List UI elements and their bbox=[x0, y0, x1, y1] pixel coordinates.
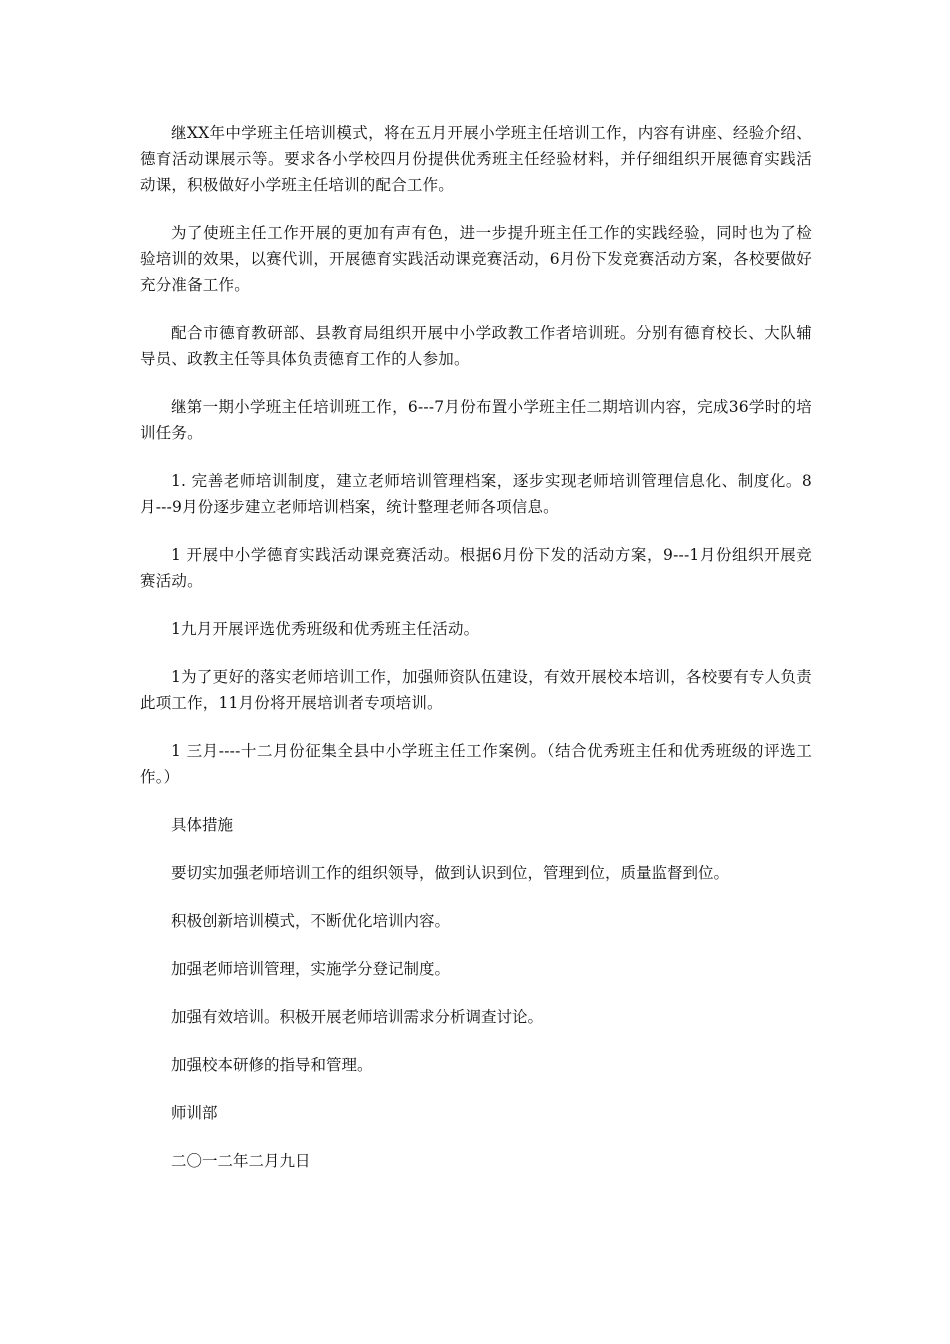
paragraph-5: 1. 完善老师培训制度，建立老师培训管理档案，逐步实现老师培训管理信息化、制度化。8月---9月份逐步建立老师培训档案，统计整理老师各项信息。 bbox=[140, 472, 812, 516]
paragraph-8: 1为了更好的落实老师培训工作，加强师资队伍建设，有效开展校本培训，各校要有专人负责此项工作，11月份将开展培训者专项培训。 bbox=[140, 668, 812, 712]
paragraph-1: 继XX年中学班主任培训模式，将在五月开展小学班主任培训工作，内容有讲座、经验介绍、德育活动课展示等。要求各小学校四月份提供优秀班主任经验材料，并仔细组织开展德育实践活动课，积极做好小学班主任培训的配合工作。 bbox=[140, 124, 812, 194]
document-date: 二〇一二年二月九日 bbox=[171, 1152, 311, 1170]
measure-item-3: 加强老师培训管理，实施学分登记制度。 bbox=[171, 960, 451, 978]
paragraph-2: 为了使班主任工作开展的更加有声有色，进一步提升班主任工作的实践经验，同时也为了检验培训的效果，以赛代训，开展德育实践活动课竞赛活动，6月份下发竞赛活动方案，各校要做好充分准备工作。 bbox=[140, 224, 812, 294]
paragraph-4: 继第一期小学班主任培训班工作，6---7月份布置小学班主任二期培训内容，完成36学时的培训任务。 bbox=[140, 398, 812, 442]
paragraph-7: 1九月开展评选优秀班级和优秀班主任活动。 bbox=[171, 620, 480, 638]
measure-item-1: 要切实加强老师培训工作的组织领导，做到认识到位，管理到位，质量监督到位。 bbox=[171, 864, 730, 882]
measures-heading: 具体措施 bbox=[171, 816, 234, 834]
document-body bbox=[140, 120, 812, 1196]
paragraph-9: 1 三月----十二月份征集全县中小学班主任工作案例。（结合优秀班主任和优秀班级的评选工作。） bbox=[140, 742, 812, 786]
measure-item-4: 加强有效培训。积极开展老师培训需求分析调查讨论。 bbox=[171, 1008, 544, 1026]
measure-item-2: 积极创新培训模式，不断优化培训内容。 bbox=[171, 912, 451, 930]
signature: 师训部 bbox=[171, 1104, 218, 1122]
paragraph-6: 1 开展中小学德育实践活动课竞赛活动。根据6月份下发的活动方案，9---1月份组织开展竞赛活动。 bbox=[140, 546, 812, 590]
measure-item-5: 加强校本研修的指导和管理。 bbox=[171, 1056, 373, 1074]
paragraph-3: 配合市德育教研部、县教育局组织开展中小学政教工作者培训班。分别有德育校长、大队辅导员、政教主任等具体负责德育工作的人参加。 bbox=[140, 324, 812, 368]
